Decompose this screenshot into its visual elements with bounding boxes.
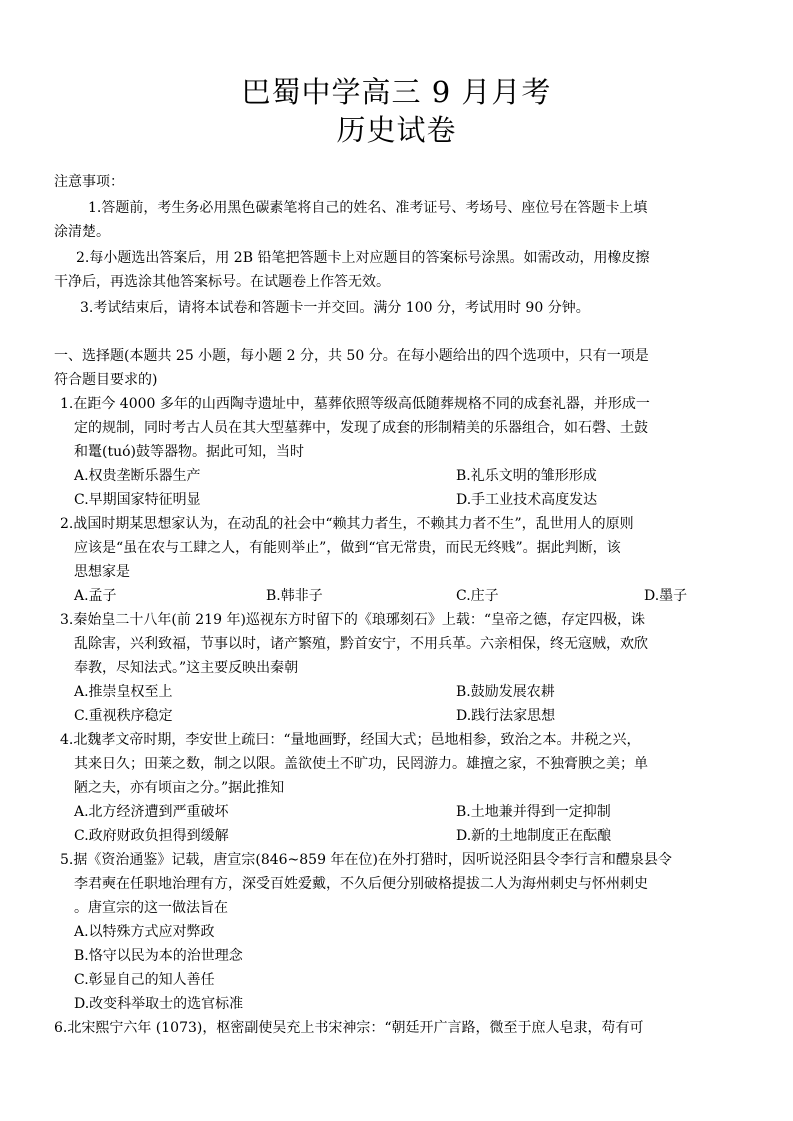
option-b: B.礼乐文明的雏形形成 bbox=[456, 468, 597, 484]
note-item-2: 2.每小题选出答案后，用 2B 铅笔把答题卡上对应题目的答案标号涂黑。如需改动，用橡皮擦 bbox=[76, 250, 650, 266]
question-text: 乱除害，兴利致福，节事以时，诸产繁殖，黔首安宁，不用兵革。六亲相保，终无寇贼，欢欣 bbox=[74, 636, 648, 652]
option-d: D.践行法家思想 bbox=[456, 708, 556, 724]
section-heading: 一、选择题(本题共 25 小题，每小题 2 分，共 50 分。在每小题给出的四个选项中，只有一项是 bbox=[54, 348, 649, 364]
question-text: 1.在距今 4000 多年的山西陶寺遗址中，墓葬依照等级高低随葬规格不同的成套礼器，并形成一 bbox=[60, 396, 650, 412]
question-text: 思想家是 bbox=[74, 564, 130, 580]
option-c: C.庄子 bbox=[456, 588, 499, 604]
option-c: C.重视秩序稳定 bbox=[74, 708, 173, 724]
option-b: B.恪守以民为本的治世理念 bbox=[74, 948, 243, 964]
question-text: 李君奭在任职地治理有方，深受百姓爱戴，不久后便分别破格提拔二人为海州刺史与怀州刺史 bbox=[74, 876, 648, 892]
option-c: C.政府财政负担得到缓解 bbox=[74, 828, 229, 844]
option-b: B.土地兼并得到一定抑制 bbox=[456, 804, 611, 820]
option-c: C.彰显自己的知人善任 bbox=[74, 972, 215, 988]
option-c: C.早期国家特征明显 bbox=[74, 492, 201, 508]
question-text: 6.北宋熙宁六年 (1073)，枢密副使吴充上书宋神宗：“朝廷开广言路，微至于庶人皂隶，苟有可 bbox=[54, 1020, 644, 1036]
note-item-3: 3.考试结束后，请将本试卷和答题卡一并交回。满分 100 分，考试用时 90 分钟。 bbox=[80, 300, 590, 316]
option-d: D.新的土地制度正在酝酿 bbox=[456, 828, 612, 844]
question-text: 奉教，尽知法式。”这主要反映出秦朝 bbox=[74, 660, 299, 676]
question-text: 4.北魏孝文帝时期，李安世上疏曰：“量地画野，经国大式；邑地相参，致治之本。井税之兴， bbox=[60, 732, 641, 748]
notes-heading: 注意事项： bbox=[54, 174, 124, 190]
question-text: 。唐宣宗的这一做法旨在 bbox=[74, 900, 228, 916]
question-text: 2.战国时期某思想家认为，在动乱的社会中“赖其力者生，不赖其力者不生”，乱世用人的原则 bbox=[60, 516, 634, 532]
question-text: 其来日久；田莱之数，制之以限。盖欲使土不旷功，民罔游力。雄擅之家，不独膏腴之美；单 bbox=[74, 756, 648, 772]
question-text: 3.秦始皇二十八年(前 219 年)巡视东方时留下的《琅琊刻石》上载：“皇帝之德，存定四极，诛 bbox=[60, 612, 646, 628]
note-item-1-cont: 涂清楚。 bbox=[54, 224, 110, 240]
note-item-2-cont: 干净后，再选涂其他答案标号。在试题卷上作答无效。 bbox=[54, 274, 390, 290]
question-text: 应该是“虽在农与工肆之人，有能则举止”，做到“官无常贵，而民无终贱”。据此判断，该 bbox=[74, 540, 621, 556]
exam-title: 巴蜀中学高三 9 月月考 bbox=[241, 75, 552, 109]
option-b: B.韩非子 bbox=[266, 588, 323, 604]
question-text: 5.据《资治通鉴》记载，唐宣宗(846~859 年在位)在外打猎时，因听说泾阳县令李行言和醴泉县令 bbox=[60, 852, 672, 868]
exam-subtitle: 历史试卷 bbox=[336, 113, 457, 147]
option-d: D.手工业技术高度发达 bbox=[456, 492, 598, 508]
section-heading-cont: 符合题目要求的) bbox=[54, 372, 158, 388]
question-text: 陋之夫，亦有顷亩之分。”据此推知 bbox=[74, 780, 285, 796]
option-a: A.推崇皇权至上 bbox=[74, 684, 173, 700]
question-text: 定的规制，同时考古人员在其大型墓葬中，发现了成套的形制精美的乐器组合，如石磬、土鼓 bbox=[74, 420, 648, 436]
option-d: D.墨子 bbox=[644, 588, 688, 604]
note-item-1: 1.答题前，考生务必用黑色碳素笔将自己的姓名、准考证号、考场号、座位号在答题卡上填 bbox=[88, 200, 648, 216]
option-b: B.鼓励发展农耕 bbox=[456, 684, 555, 700]
option-a: A.北方经济遭到严重破坏 bbox=[74, 804, 229, 820]
option-a: A.权贵垄断乐器生产 bbox=[74, 468, 201, 484]
option-d: D.改变科举取士的选官标准 bbox=[74, 996, 244, 1012]
option-a: A.以特殊方式应对弊政 bbox=[74, 924, 215, 940]
option-a: A.孟子 bbox=[74, 588, 117, 604]
question-text: 和鼍(tuó)鼓等器物。据此可知，当时 bbox=[74, 444, 304, 460]
